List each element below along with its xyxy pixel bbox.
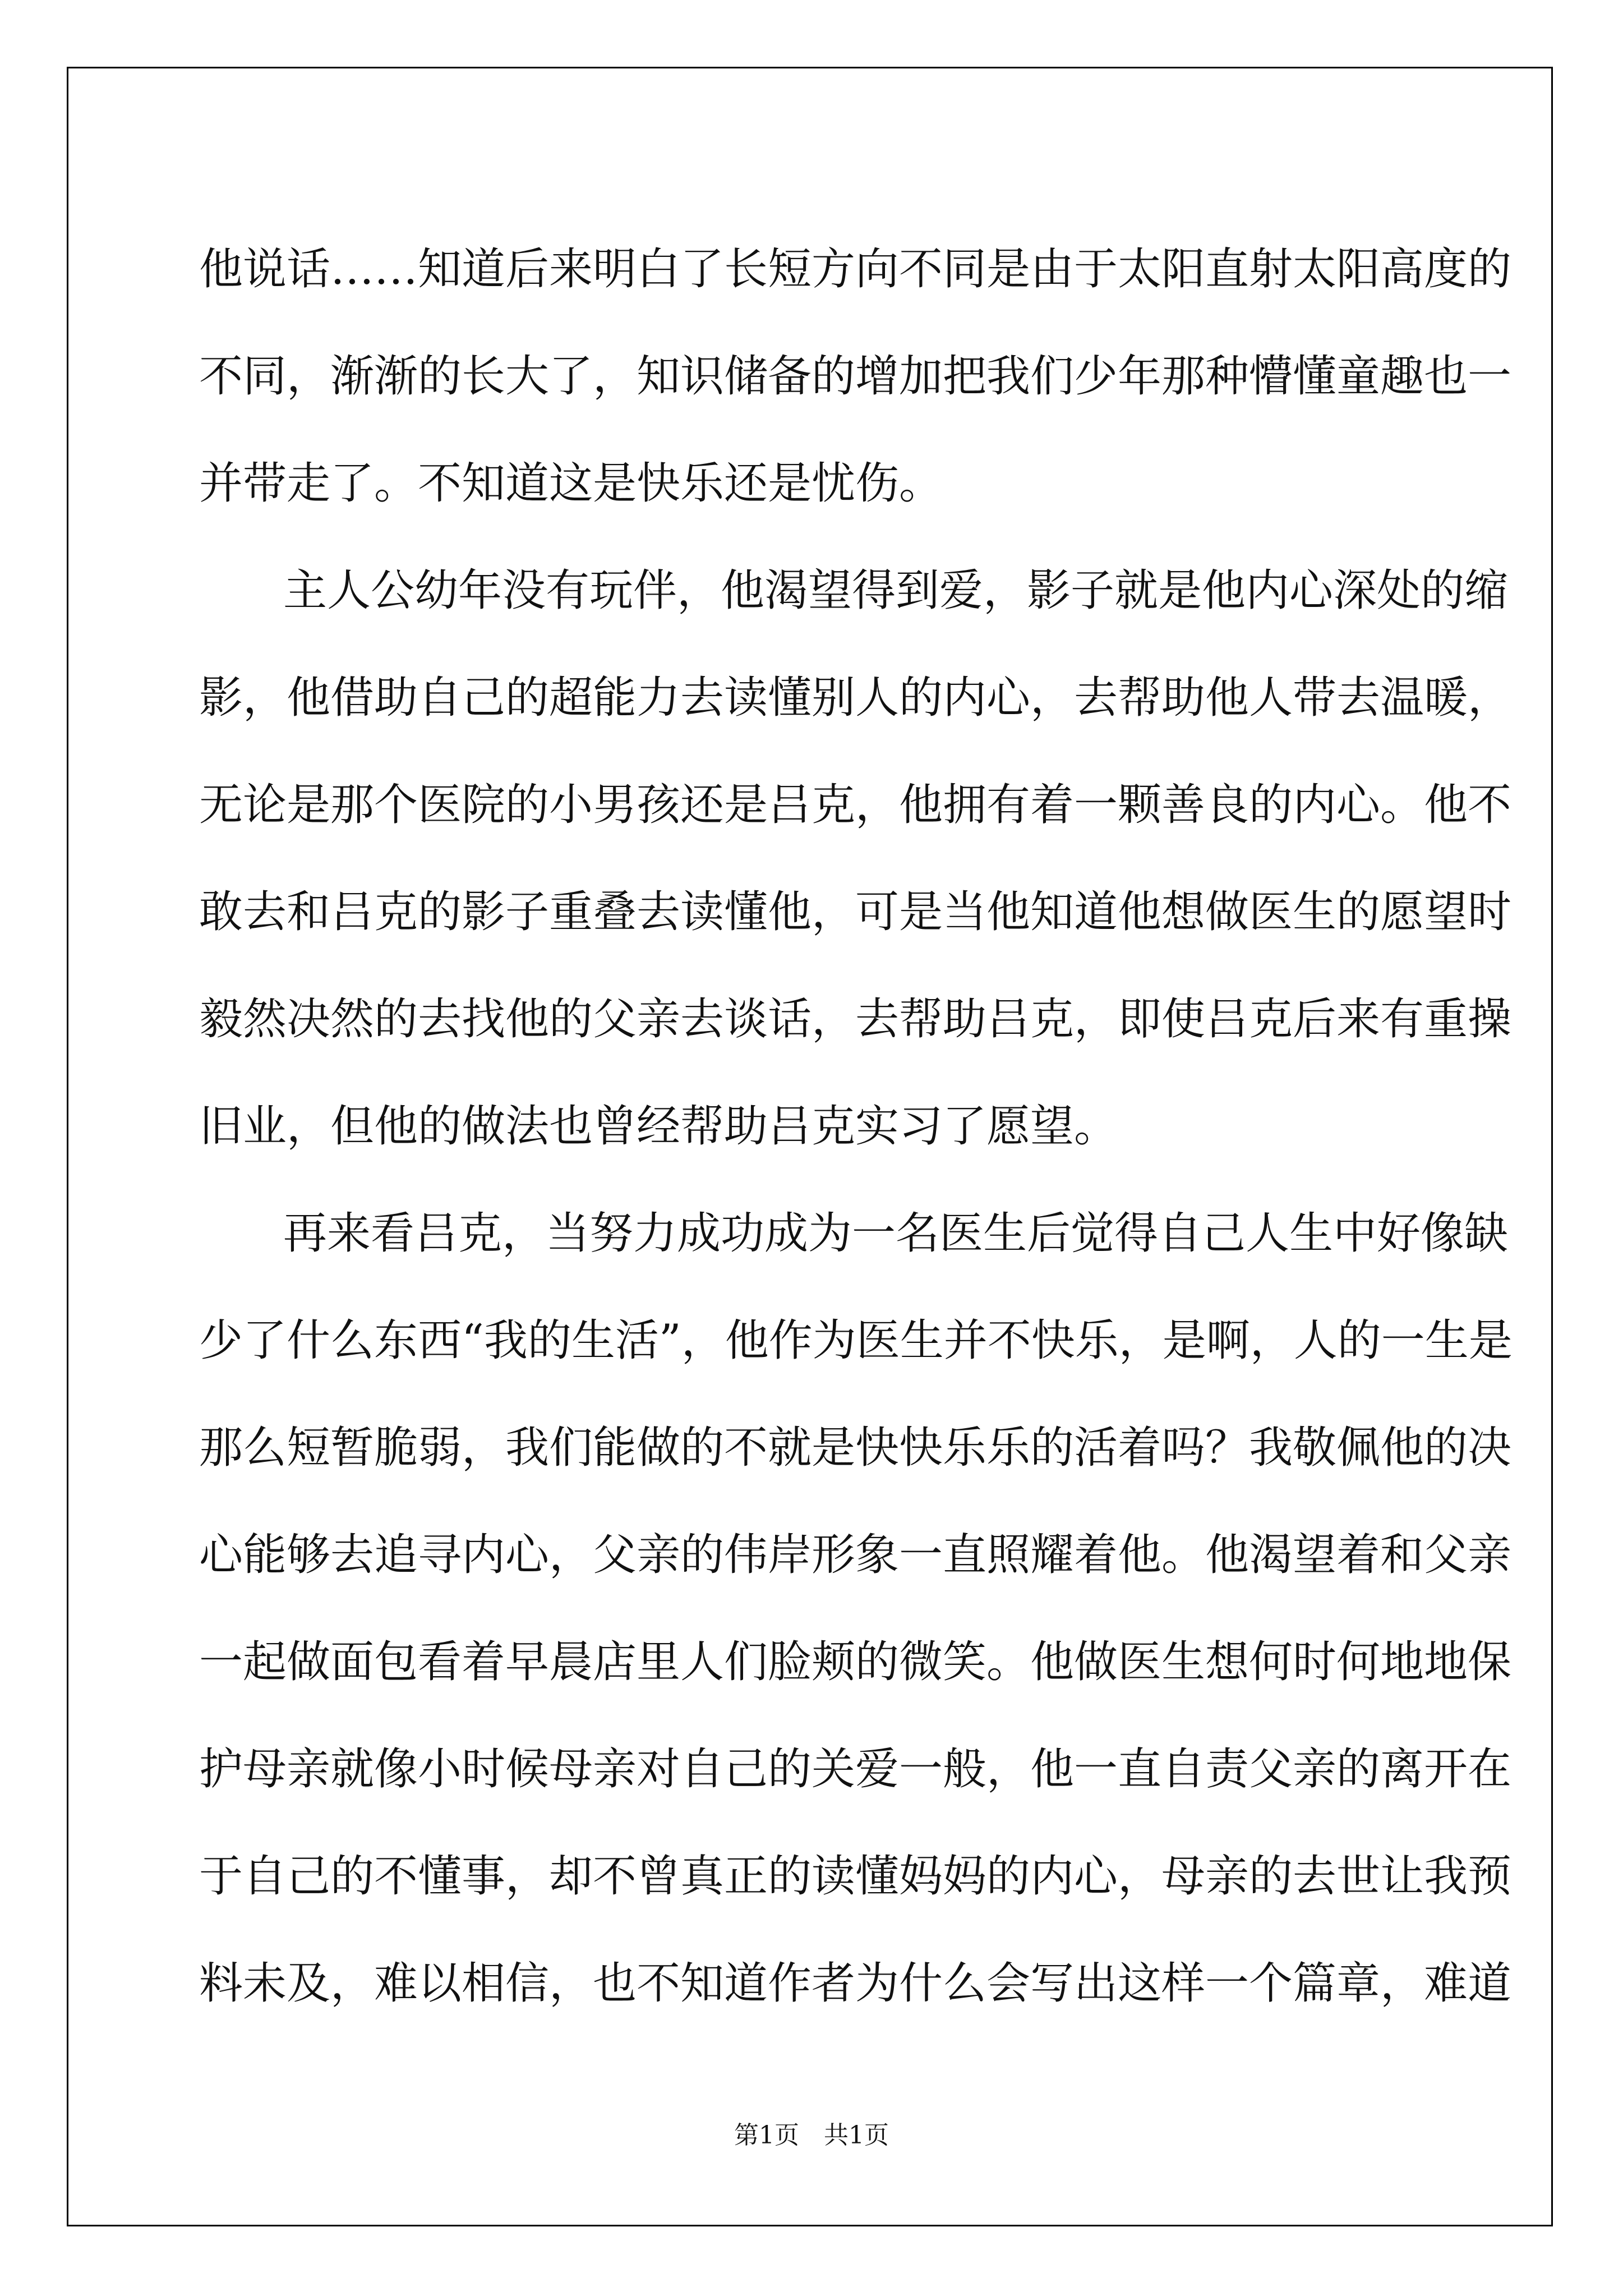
text-line: 他说话……知道后来明白了长短方向不同是由于太阳直射太阳高度的 [199, 244, 1512, 295]
text-line: 无论是那个医院的小男孩还是吕克，他拥有着一颗善良的内心。他不 [199, 780, 1512, 830]
text-line: 一起做面包看着早晨店里人们脸颊的微笑。他做医生想何时何地地保 [199, 1637, 1512, 1687]
text-line: 于自己的不懂事，却不曾真正的读懂妈妈的内心，母亲的去世让我预 [199, 1851, 1512, 1902]
text-line: 料未及，难以相信，也不知道作者为什么会写出这样一个篇章，难道 [199, 1958, 1512, 2009]
text-line: 敢去和吕克的影子重叠去读懂他，可是当他知道他想做医生的愿望时 [199, 887, 1512, 937]
text-line: 护母亲就像小时候母亲对自己的关爱一般，他一直自责父亲的离开在 [199, 1744, 1512, 1795]
text-line: 旧业，但他的做法也曾经帮助吕克实习了愿望。 [199, 1101, 1118, 1152]
text-line: 并带走了。不知道这是快乐还是忧伤。 [199, 458, 943, 509]
document-body [199, 216, 1513, 2037]
text-line: 心能够去追寻内心，父亲的伟岸形象一直照耀着他。他渴望着和父亲 [199, 1530, 1512, 1580]
text-line: 那么短暂脆弱，我们能做的不就是快快乐乐的活着吗？我敬佩他的决 [199, 1423, 1512, 1473]
text-line: 再来看吕克，当努力成功成为一名医生后觉得自己人生中好像缺 [283, 1208, 1509, 1259]
text-line: 少了什么东西“我的生活”，他作为医生并不快乐，是啊，人的一生是 [199, 1315, 1513, 1366]
text-line: 主人公幼年没有玩伴，他渴望得到爱，影子就是他内心深处的缩 [283, 565, 1509, 616]
text-line: 不同，渐渐的长大了，知识储备的增加把我们少年那种懵懂童趣也一 [199, 351, 1512, 402]
text-line: 影，他借助自己的超能力去读懂别人的内心，去帮助他人带去温暖， [199, 673, 1512, 723]
page-total: 共1页 [824, 2121, 889, 2150]
page-footer [0, 2115, 1623, 2151]
page-number: 第1页 [734, 2121, 799, 2150]
text-line: 毅然决然的去找他的父亲去谈话，去帮助吕克，即使吕克后来有重操 [199, 994, 1512, 1045]
